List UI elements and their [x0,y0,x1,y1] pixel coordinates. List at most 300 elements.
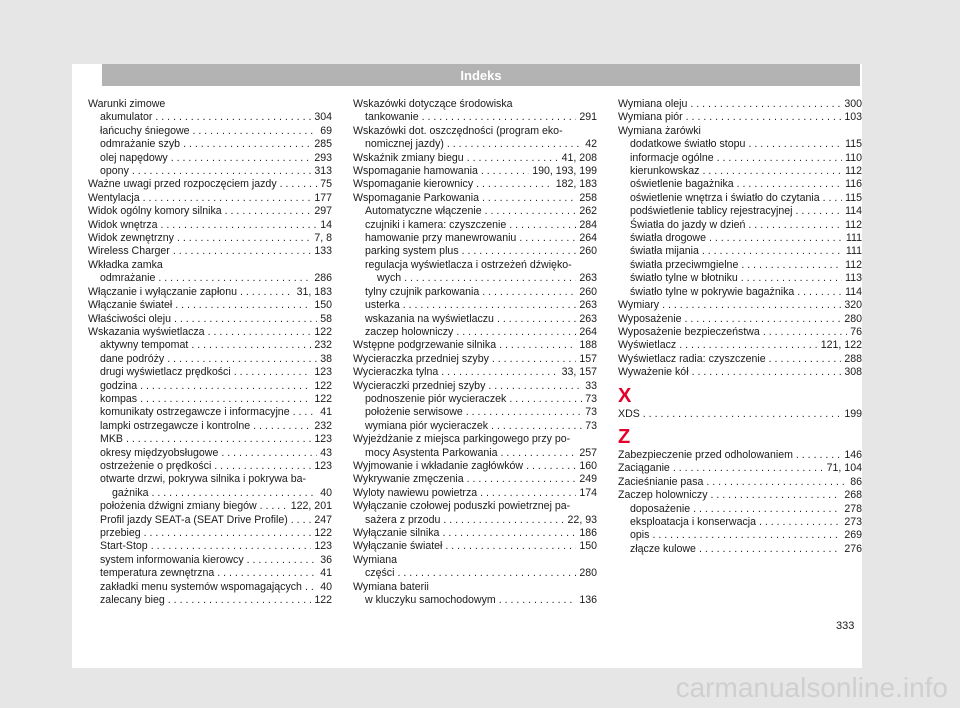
index-entry [353,165,597,178]
index-entry-label: Wycieraczka tylna [353,366,439,379]
index-entry-label: kompas [100,392,138,405]
index-entry-leader [662,299,841,312]
index-entry-leader [253,420,311,433]
index-entry-page: 122, 201 [290,500,332,513]
index-entry [618,366,862,379]
index-entry-page: 264 [579,325,597,338]
index-entry-leader [442,527,576,540]
index-entry [353,299,597,312]
index-entry-page: 260 [579,245,597,258]
index-entry [353,286,597,299]
index-entry-leader [445,540,576,553]
index-entry-page: 115 [845,191,862,204]
index-entry-page: 33 [585,379,597,392]
index-entry-label: Wskaźnik zmiany biegu [353,151,464,164]
index-entry-leader [305,581,317,594]
index-entry-leader [191,339,311,352]
index-entry-label: Wymiana baterii [353,580,429,593]
index-entry-label: Wspomaganie Parkowania [353,191,480,204]
index-entry [88,245,332,258]
index-entry [618,503,862,516]
index-entry-leader [693,503,841,516]
index-entry-label: w kluczyku samochodowym [365,594,496,607]
index-entry-page: 133 [314,245,332,258]
index-entry-label: Wskazówki dotyczące środowiska [353,98,513,110]
index-entry [618,476,862,489]
index-entry [353,259,597,272]
index-entry [618,272,862,285]
index-entry-page: 103 [844,111,862,124]
index-entry-leader [293,406,318,419]
index-entry-page: 249 [579,473,597,486]
index-entry-label: Światła do jazdy w dzień [630,218,746,231]
index-entry [618,299,862,312]
index-entry-label: przebieg [100,527,141,539]
index-entry-page: 291 [579,111,597,124]
index-entry-leader [291,514,312,527]
index-entry-leader [711,489,842,502]
index-entry-label: światło tylne w błotniku [630,272,738,285]
index-entry-page: 112 [845,218,862,231]
index-entry-page: 86 [850,475,862,488]
index-entry-label: oświetlenie bagażnika [630,178,734,191]
index-entry-leader [143,192,312,205]
index-entry-label: złącze kulowe [630,542,696,555]
index-entry-leader [737,178,842,191]
index-entry-leader [140,380,311,393]
index-entry-page: 182, 183 [555,178,597,191]
index-entry-label: kierunkowskaz [630,165,700,178]
index-entry-leader [193,125,318,138]
index-entry-label: temperatura zewnętrzna [100,567,215,580]
index-entry-leader [702,245,843,258]
index-entry [618,125,862,138]
index-entry-page: 257 [579,446,597,459]
page-title: Indeks [460,67,502,83]
index-entry [618,449,862,462]
index-entry-page: 113 [845,272,862,285]
page-number: 333 [836,620,855,632]
index-entry [618,98,862,111]
index-entry-label: Wspomaganie hamowania [353,165,478,178]
index-entry [353,554,597,567]
index-entry [88,433,332,446]
index-entry-page: 190, 193, 199 [532,165,597,178]
index-entry [88,326,332,339]
index-entry-label: Wycieraczki przedniej szyby [353,379,486,392]
index-entry [618,138,862,151]
index-entry [353,500,597,513]
index-entry-leader [652,529,841,542]
index-entry-label: Wyposażenie bezpieczeństwa [618,325,760,338]
index-entry-leader [234,366,312,379]
index-entry-label: Warunki zimowe [88,98,166,110]
index-entry [353,205,597,218]
index-entry-label: Wkładka zamka [88,258,163,271]
index-entry-page: 320 [844,299,862,312]
index-entry-leader [485,205,577,218]
index-entry [353,594,597,607]
index-entry-label: Wyświetlacz [618,339,677,352]
index-entry-page: 177 [314,191,332,204]
index-entry-label: położenie serwisowe [365,406,463,419]
index-entry-label: Wyświetlacz radia: czyszczenie [618,352,766,365]
page-header [102,64,860,86]
index-entry-page: 136 [579,594,597,607]
index-entry-label: oświetlenie wnętrza i światło do czytania [630,191,820,204]
index-entry-leader [443,514,564,527]
index-entry-label: ostrzeżenie o prędkości [100,459,212,472]
index-entry-leader [467,152,559,165]
index-entry-label: Włączanie i wyłączanie zapłonu [88,285,237,298]
index-entry-leader [466,406,582,419]
index-entry [88,98,332,111]
index-entry-leader [467,473,577,486]
index-entry-label: Automatyczne włączenie [365,205,482,218]
index-entry-leader [759,516,841,529]
index-entry-leader [132,165,311,178]
index-entry-page: 308 [844,366,862,379]
index-entry-page: 123 [314,433,332,446]
index-entry-page: 286 [314,272,332,285]
index-entry-page: 41 [320,567,332,580]
index-entry-leader [260,500,288,513]
index-entry-page: 58 [320,312,332,325]
index-entry-page: 22, 93 [567,513,597,526]
index-column-1 [88,98,332,607]
index-entry-leader [482,192,576,205]
index-entry [618,165,862,178]
index-entry [618,245,862,258]
index-entry-label: Zaciąganie [618,462,670,475]
index-entry [353,540,597,553]
index-entry-page: 38 [320,352,332,365]
index-entry-label: części [365,567,395,580]
index-entry [353,567,597,580]
index-entry-label: komunikaty ostrzegawcze i informacyjne [100,406,290,419]
index-entry-label: parking system plus [365,245,459,258]
index-entry-leader [692,366,842,379]
index-entry-leader [160,219,317,232]
index-entry-page: 76 [850,325,862,338]
index-entry [618,516,862,529]
index-entry-leader [685,313,842,326]
index-entry [88,313,332,326]
index-entry [88,272,332,285]
index-entry [353,460,597,473]
index-entry-label: Wyjmowanie i wkładanie zagłówków [353,459,524,472]
index-entry [353,326,597,339]
index-entry-label: MKB [100,433,123,446]
index-entry-page: 71, 104 [826,462,862,475]
index-entry-page: 146 [844,448,862,461]
index-entry-leader [481,165,529,178]
index-entry-leader [397,567,576,580]
index-entry-page: 304 [314,111,332,124]
index-entry-leader [447,138,582,151]
index-entry [88,299,332,312]
index-entry-leader [690,98,841,111]
index-entry-page: 122 [314,594,332,607]
index-entry-label: zaczep holowniczy [365,325,454,338]
index-columns [88,98,862,607]
index-entry-page: 73 [585,392,597,405]
index-entry [353,192,597,205]
index-entry [88,514,332,527]
index-entry-label: Wyłączanie świateł [353,540,443,553]
index-entry-leader [500,447,576,460]
index-entry-leader [741,259,842,272]
index-entry-leader [171,152,312,165]
index-entry [353,98,597,111]
index-entry [618,313,862,326]
index-entry-page: 160 [579,459,597,472]
index-entry [353,487,597,500]
index-entry [88,152,332,165]
index-entry-page: 157 [579,352,597,365]
index-entry-leader [221,447,317,460]
index-entry-label: dodatkowe światło stopu [630,138,746,151]
index-entry-label: czujniki i kamera: czyszczenie [365,218,507,231]
index-entry-leader [497,313,576,326]
index-entry-leader [403,299,577,312]
index-entry-leader [702,165,842,178]
index-entry-label: światła przeciwmgielne [630,258,739,271]
index-entry [618,111,862,124]
index-entry-page: 293 [314,151,332,164]
index-entry-page: 73 [585,419,597,432]
index-entry-label: zakładki menu systemów wspomagających [100,580,302,593]
index-entry-page: 33, 157 [561,366,597,379]
index-entry [88,353,332,366]
index-entry-page: 111 [845,232,862,245]
index-entry-label: akumulator [100,111,153,124]
index-entry-leader [151,540,312,553]
index-entry-leader [152,487,318,500]
index-entry [88,138,332,151]
index-entry-leader [709,232,843,245]
index-entry-page: 313 [314,165,332,178]
index-entry-leader [643,408,842,421]
index-entry-leader [217,567,317,580]
index-entry-page: 121, 122 [820,339,862,352]
index-entry [618,489,862,502]
index-entry-page: 284 [579,218,597,231]
index-entry-leader [499,594,577,607]
index-entry-label: Widok ogólny komory silnika [88,205,222,218]
index-entry-page: 110 [845,151,862,164]
index-entry [88,111,332,124]
index-entry-page: 188 [579,339,597,352]
index-entry-page: 123 [314,366,332,379]
index-entry-page: 122 [314,379,332,392]
index-entry-label: Wymiana [353,553,398,566]
index-entry-page: 115 [845,138,862,151]
index-entry-page: 280 [844,312,862,325]
index-entry [353,138,597,151]
index-entry [353,353,597,366]
index-entry-leader [126,433,311,446]
index-entry-page: 112 [845,165,862,178]
index-entry-leader [140,393,311,406]
index-entry [618,192,862,205]
index-entry-page: 41, 208 [561,151,597,164]
index-entry-label: Ważne uwagi przed rozpoczęciem jazdy [88,178,277,191]
index-entry [88,554,332,567]
index-entry-label: olej napędowy [100,151,168,164]
index-entry-page: 260 [579,285,597,298]
index-entry-label: opony [100,165,129,178]
index-entry-page: 262 [579,205,597,218]
index-entry-label: XDS [618,407,640,420]
index-entry-page: 278 [844,502,862,515]
index-entry-page: 263 [579,272,597,285]
index-entry [353,393,597,406]
index-entry [88,380,332,393]
index-letter-heading: Z [618,425,631,448]
index-entry-page: 43 [320,446,332,459]
index-entry-label: Wykrywanie zmęczenia [353,473,464,486]
index-entry [353,433,597,446]
index-entry [88,232,332,245]
index-entry [353,245,597,258]
index-entry-page: 114 [845,285,862,298]
index-column-3 [618,98,862,607]
index-entry-leader [177,232,311,245]
index-entry-label: Zaczep holowniczy [618,489,708,502]
index-entry [88,205,332,218]
index-entry-leader [247,554,318,567]
index-entry-page: 40 [320,486,332,499]
index-entry [353,447,597,460]
index-entry-page: 150 [579,540,597,553]
index-entry-leader [796,205,843,218]
index-entry-page: 199 [844,407,862,420]
index-entry-leader [158,272,311,285]
index-entry [88,540,332,553]
index-entry-page: 111 [845,245,862,258]
index-entry-label: łańcuchy śniegowe [100,124,190,137]
index-entry-leader [763,326,847,339]
index-entry-label: Wentylacja [88,191,140,204]
index-entry-page: 40 [320,580,332,593]
index-entry [353,366,597,379]
index-entry-leader [769,353,842,366]
index-entry [88,473,332,486]
index-entry-label: odmrażanie [100,272,156,285]
index-entry-label: nomicznej jazdy) [365,138,444,151]
index-entry-label: mocy Asystenta Parkowania [365,446,498,459]
index-entry-page: 263 [579,312,597,325]
index-entry [618,408,862,421]
index-entry-leader [175,299,311,312]
index-entry-page: 273 [844,515,862,528]
index-entry-page: 112 [845,258,862,271]
index-entry-leader [174,313,317,326]
index-entry-label: aktywny tempomat [100,339,189,352]
index-entry-leader [679,339,818,352]
index-entry-leader [686,111,842,124]
index-entry [88,125,332,138]
index-entry [88,567,332,580]
index-entry [353,272,597,285]
index-entry [353,473,597,486]
index-entry-leader [144,527,312,540]
index-entry-label: informacje ogólne [630,151,714,164]
index-entry-leader [225,205,312,218]
index-entry [618,326,862,339]
index-entry-page: 186 [579,527,597,539]
index-entry [618,529,862,542]
index-entry-page: 297 [314,205,332,218]
index-entry-label: Wycieraczka przedniej szyby [353,352,489,365]
index-entry [353,219,597,232]
index-entry [88,393,332,406]
index-entry-page: 264 [579,232,597,245]
index-entry [88,219,332,232]
index-entry-page: 36 [320,553,332,566]
index-entry-leader [441,366,558,379]
index-entry [88,527,332,540]
index-entry [618,353,862,366]
index-entry-page: 150 [314,299,332,312]
index-entry-leader [492,353,576,366]
index-entry [353,527,597,540]
index-entry-page: 122 [314,325,332,338]
index-entry-page: 280 [579,567,597,580]
index-entry-leader [823,192,843,205]
index-entry-page: 116 [845,178,862,191]
index-entry-label: Wyposażenie [618,312,682,325]
index-entry-page: 123 [314,459,332,472]
index-entry [88,366,332,379]
index-entry-label: światło tylne w pokrywie bagażnika [630,285,795,298]
index-entry-leader [173,245,311,258]
index-entry-label: dane podróży [100,352,165,365]
index-entry-label: usterka [365,299,400,312]
index-entry-page: 285 [314,138,332,151]
index-entry [618,462,862,475]
index-column-2 [353,98,597,607]
index-entry [88,594,332,607]
index-entry-label: Wskazania wyświetlacza [88,325,205,338]
index-entry-leader [208,326,312,339]
index-entry-label: Wymiary [618,299,660,312]
index-entry-page: 288 [844,352,862,365]
index-entry-label: Wireless Charger [88,245,170,258]
index-entry-page: 114 [845,205,862,218]
index-entry [618,543,862,556]
index-entry-label: położenia dźwigni zmiany biegów [100,500,257,513]
index-entry-page: 263 [579,299,597,312]
index-entry-label: Włączanie świateł [88,299,173,312]
index-entry-page: 41 [320,406,332,419]
index-entry [618,259,862,272]
index-entry-page: 7, 8 [314,232,332,245]
index-entry-label: wskazania na wyświetlaczu [365,312,494,325]
index-entry-label: Wskazówki dot. oszczędności (program eko- [353,124,563,137]
index-entry-label: Profil jazdy SEAT-a (SEAT Drive Profile) [100,513,288,526]
index-entry-page: 122 [314,527,332,539]
index-entry-label: światła drogowe [630,232,706,245]
index-entry-label: Start-Stop [100,540,148,553]
index-entry-label: tankowanie [365,111,419,124]
index-entry-label: doposażenie [630,502,691,515]
index-entry-leader [699,543,841,556]
index-entry-label: otwarte drzwi, pokrywa silnika i pokrywa ba- [100,473,307,486]
index-entry-page: 14 [320,218,332,231]
index-entry-label: podnoszenie piór wycieraczek [365,392,507,405]
